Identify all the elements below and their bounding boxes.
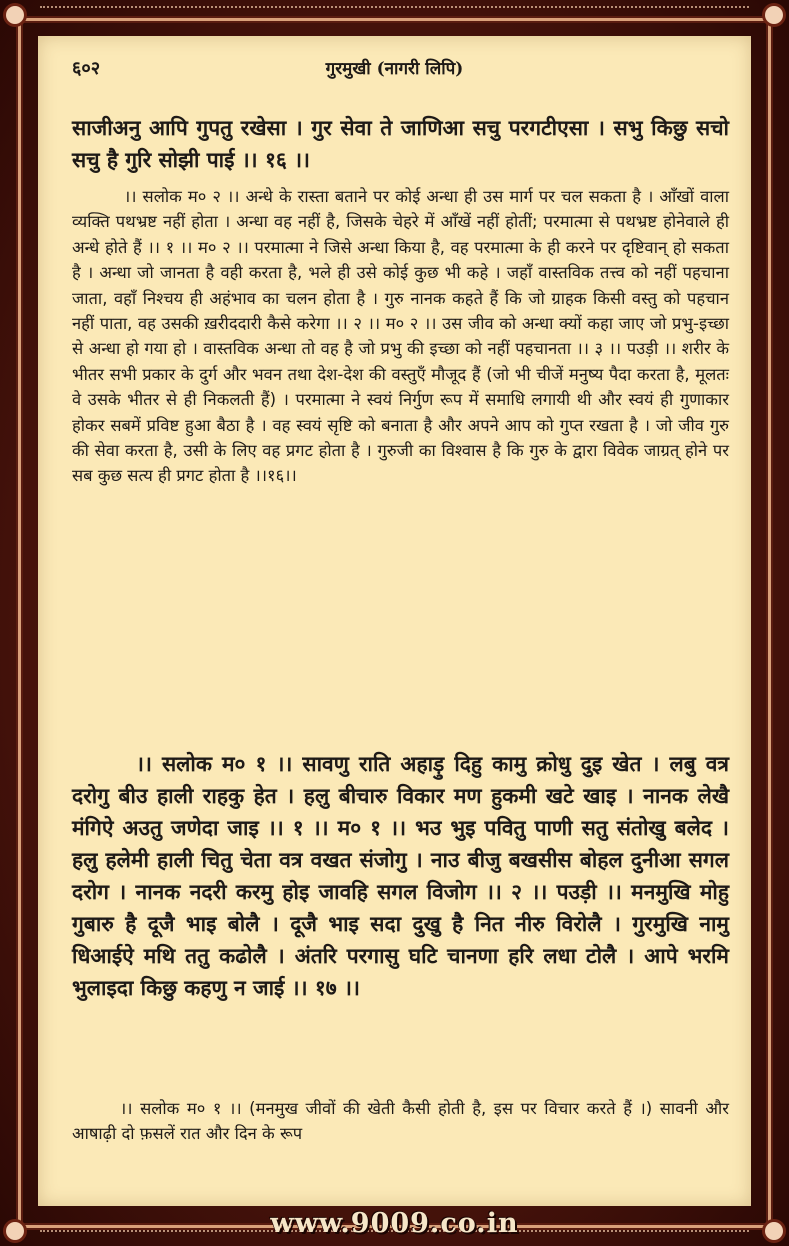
corner-ornament [6,6,24,24]
page-header [38,56,751,84]
gurmukhi-verse-block: ।। सलोक म० १ ।। सावणु राति अहाड़ु दिहु कामु क्रोधु दुइ खेत । लबु वत्र दरोगु बीउ हाली राहकु हेत । हलु बीचारु विकार मण हुकमी खटे खाइ । नानक लेखै मंगिऐ अउतु जणेदा जाइ ।। १ ।। म० १ ।। भउ भुइ पवितु पाणी सतु संतोखु बलेद । हलु हलेमी हाली चितु चेता वत्र वखत संजोगु । नाउ बीजु बखसीस बोहल दुनीआ सगल दरोग । नानक नदरी करमु होइ जावहि सगल विजोग ।। २ ।। पउड़ी ।। मनमुखि मोहु गुबारु है दूजै भाइ बोलै । दूजै भाइ सदा दुखु है नित नीरु विरोलै । गुरमुखि नामु धिआईऐ मथि ततु कढोलै । अंतरि परगासु घटि चानणा हरि लधा टोलै । आपे भरमि भुलाइदा किछु कहणु न जाई ।। १७ ।। [72,751,729,1000]
gurmukhi-verse-block: साजीअनु आपि गुपतु रखेसा । गुर सेवा ते जाणिआ सचु परगटीएसा । सभु किछु सचो सचु है गुरि सोझी पाई ।। १६ ।। [72,115,729,172]
hindi-translation-block: ।। सलोक म० १ ।। (मनमुख जीवों की खेती कैसी होती है, इस पर विचार करते हैं ।) सावनी और आषाढ़ी दो फ़सलें रात और दिन के रूप [72,1099,729,1144]
scripture-page [38,36,751,1206]
hindi-translation-block: ।। सलोक म० २ ।। अन्धे के रास्ता बताने पर कोई अन्धा ही उस मार्ग पर चल सकता है । आँखों वाला व्यक्ति पथभ्रष्ट नहीं होता । अन्धा वह नहीं है, जिसके चेहरे में आँखें नहीं होतीं; परमात्मा से पथभ्रष्ट होनेवाले ही अन्धे होते हैं ।। १ ।। म० २ ।। परमात्मा ने जिसे अन्धा किया है, वह परमात्मा के ही करने पर दृष्टिवान् हो सकता है । अन्धा जो जानता है वही करता है, भले ही उसे कोई कुछ भी कहे । जहाँ वास्तविक तत्त्व को नहीं पहचाना जाता, वहाँ निश्चय ही अहंभाव का चलन होता है । गुरु नानक कहते हैं कि जो ग्राहक किसी वस्तु को पहचान नहीं पाता, वह उसकी ख़रीददारी कैसे करेगा ।। २ ।। म० २ ।। उस जीव को अन्धा क्यों कहा जाए जो प्रभु-इच्छा से अन्धा हो गया हो । वास्तविक अन्धा तो वह है जो प्रभु की इच्छा को नहीं पहचानता ।। ३ ।। पउड़ी ।। शरीर के भीतर सभी प्रकार के दुर्ग और भवन तथा देश-देश की वस्तुएँ मौजूद हैं (जो भी चीजें मनुष्य पैदा करता है, मूलतः वे उसके भीतर से ही निकलती हैं) । परमात्मा ने स्वयं निर्गुण रूप में समाधि लगायी थी और स्वयं ही गुणाकार होकर सबमें प्रविष्ट हुआ बैठा है । वह स्वयं सृष्टि को बनाता है और अपने आप को गुप्त रखता है । जो जीव गुरु की सेवा करता है, उसी के लिए वह प्रगट होता है । गुरुजी का विश्वास है कि गुरु के द्वारा विवेक जाग्रत् होने पर सब कुछ सत्य ही प्रगट होता है ।।१६।। [72,187,729,486]
corner-ornament [765,6,783,24]
frame-ornament-top [40,6,749,18]
website-url: www.9009.co.in [270,1208,519,1239]
page-number: ६०२ [72,58,101,79]
running-title: गुरमुखी (नागरी लिपि) [325,59,464,79]
